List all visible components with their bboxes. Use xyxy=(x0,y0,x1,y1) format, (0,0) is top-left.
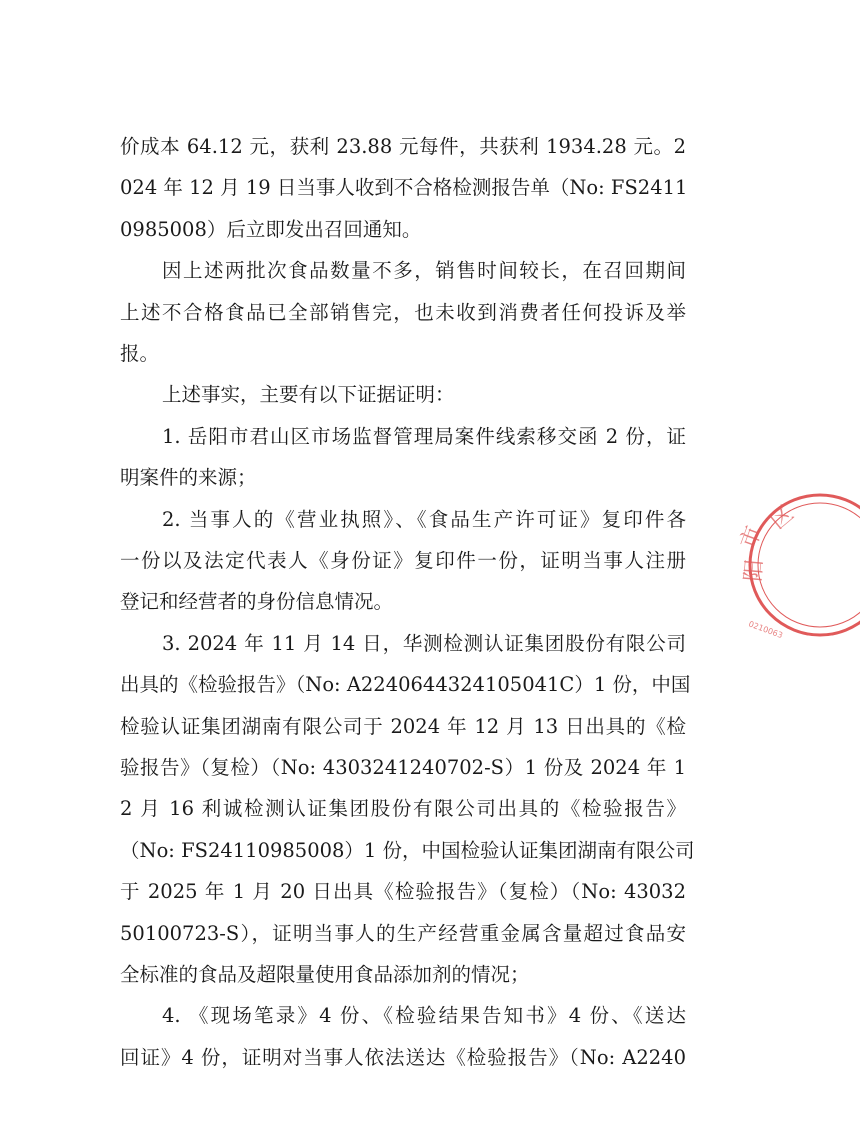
text-line: 3. 2024 年 11 月 14 日，华测检测认证集团股份有限公司 xyxy=(162,631,686,655)
text-line: 2 月 16 利诚检测认证集团股份有限公司出具的《检验报告》 xyxy=(120,797,686,821)
seal-char-3: 区 xyxy=(765,501,799,535)
text-line: 出具的《检验报告》（No: A2240644324105041C）1 份，中国 xyxy=(120,673,691,697)
seal-char-2: 阳 xyxy=(741,558,768,583)
text-line: 一份以及法定代表人《身份证》复印件一份，证明当事人注册 xyxy=(120,549,686,572)
text-line: 0985008）后立即发出召回通知。 xyxy=(120,217,422,241)
text-line: 上述事实，主要有以下证据证明： xyxy=(162,383,455,407)
text-line: 登记和经营者的身份信息情况。 xyxy=(120,590,394,614)
text-line: 于 2025 年 1 月 20 日出具《检验报告》（复检）（No: 43032 xyxy=(120,880,686,904)
text-line: 明案件的来源； xyxy=(120,466,257,490)
text-line: 检验认证集团湖南有限公司于 2024 年 12 月 13 日出具的《检 xyxy=(120,714,686,738)
text-line: 1. 岳阳市君山区市场监督管理局案件线索移交函 2 份，证 xyxy=(162,424,686,448)
seal-char-1: 市 xyxy=(736,522,768,553)
text-line: 024 年 12 月 19 日当事人收到不合格检测报告单（No: FS2411 xyxy=(120,176,688,200)
text-line: 报。 xyxy=(120,342,160,365)
text-line: 50100723-S），证明当事人的生产经营重金属含量超过食品安 xyxy=(120,921,686,945)
text-line: 上述不合格食品已全部销售完，也未收到消费者任何投诉及举 xyxy=(120,300,686,324)
text-line: 因上述两批次食品数量不多，销售时间较长，在召回期间 xyxy=(162,259,686,283)
text-line: 验报告》（复检）（No: 4303241240702-S）1 份及 2024 年 1 xyxy=(120,756,686,779)
seal-serial: 0210063 xyxy=(747,619,784,641)
text-line: （No: FS24110985008）1 份，中国检验认证集团湖南有限公司 xyxy=(120,838,695,862)
text-line: 价成本 64.12 元，获利 23.88 元每件，共获利 1934.28 元。2 xyxy=(120,135,686,158)
text-line: 4. 《现场笔录》4 份、《检验结果告知书》4 份、《送达 xyxy=(162,1004,686,1028)
text-line: 回证》4 份，证明对当事人依法送达《检验报告》（No: A2240 xyxy=(120,1045,686,1069)
text-line: 2. 当事人的《营业执照》、《食品生产许可证》复印件各 xyxy=(162,507,686,531)
text-line: 全标准的食品及超限量使用食品添加剂的情况； xyxy=(120,963,530,986)
official-seal-partial xyxy=(736,490,860,641)
